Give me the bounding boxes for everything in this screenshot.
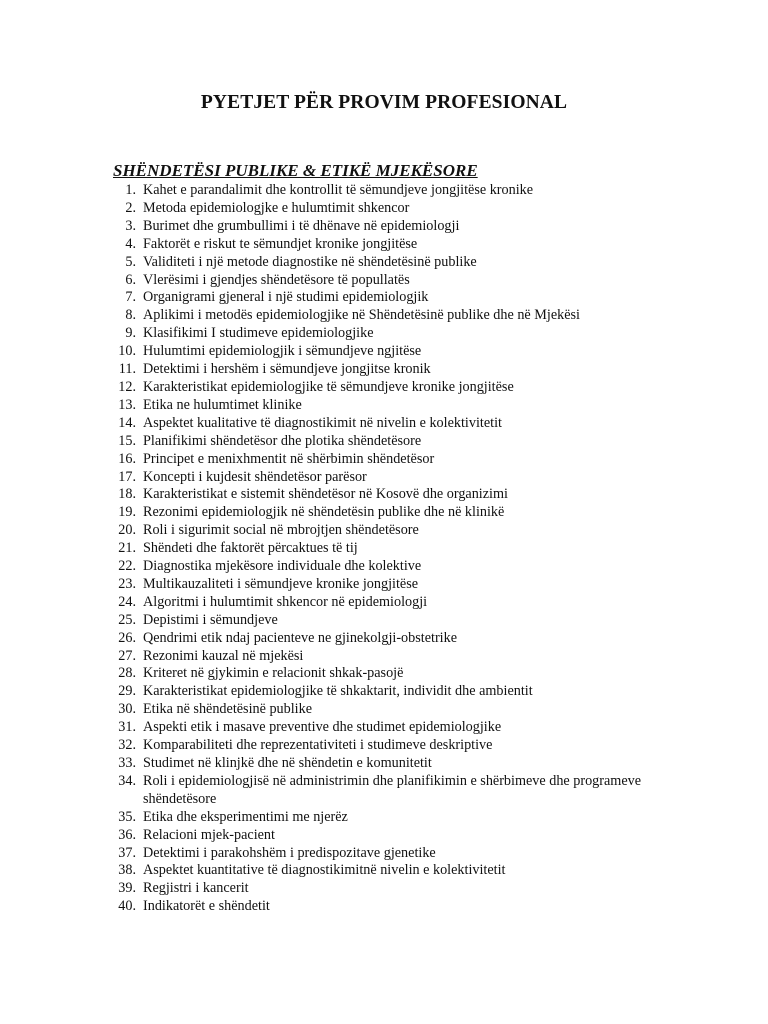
- question-number: 19.: [118, 504, 136, 521]
- question-text: Aspekti etik i masave preventive dhe studimet epidemiologjike: [143, 719, 502, 736]
- question-number: 35.: [118, 808, 136, 825]
- question-item: [110, 540, 670, 558]
- question-number: 4.: [125, 235, 136, 252]
- question-text: Indikatorët e shëndetit: [143, 898, 270, 915]
- question-item: [110, 737, 670, 755]
- question-text: Algoritmi i hulumtimit shkencor në epidemiologji: [143, 593, 428, 610]
- question-text: Hulumtimi epidemiologjik i sëmundjeve ngjitëse: [143, 343, 422, 360]
- question-text: Organigrami gjeneral i një studimi epidemiologjik: [143, 289, 429, 306]
- question-number: 37.: [118, 844, 136, 861]
- question-number: 23.: [118, 575, 136, 592]
- question-text: Karakteristikat epidemiologjike të sëmundjeve kronike jongjitëse: [143, 378, 514, 395]
- question-item: [110, 845, 670, 863]
- question-item: [110, 486, 670, 504]
- question-item: [110, 307, 670, 325]
- question-number: 28.: [118, 665, 136, 682]
- question-number: 14.: [118, 414, 136, 431]
- question-text: Etika dhe eksperimentimi me njerëz: [143, 808, 348, 825]
- question-text: Diagnostika mjekësore individuale dhe kolektive: [143, 558, 422, 575]
- question-item: [110, 361, 670, 379]
- question-text: Aplikimi i metodës epidemiologjike në Shëndetësinë publike dhe në Mjekësi: [143, 307, 580, 324]
- question-number: 10.: [118, 343, 136, 360]
- question-text: Relacioni mjek-pacient: [143, 826, 275, 843]
- question-number: 2.: [125, 199, 136, 216]
- question-text: Kriteret në gjykimin e relacionit shkak-pasojë: [143, 665, 404, 682]
- question-text: Detektimi i hershëm i sëmundjeve jongjitse kronik: [143, 361, 431, 378]
- question-item: [110, 809, 670, 827]
- question-text: Depistimi i sëmundjeve: [143, 611, 278, 628]
- question-list: [110, 182, 670, 916]
- question-text: Klasifikimi I studimeve epidemiologjike: [143, 325, 374, 342]
- question-item: [110, 504, 670, 522]
- question-item: [110, 648, 670, 666]
- question-text: Roli i sigurimit social në mbrojtjen shëndetësore: [143, 522, 419, 539]
- question-text: Rezonimi epidemiologjik në shëndetësin publike dhe në klinikë: [143, 504, 505, 521]
- question-text: Detektimi i parakohshëm i predispozitave gjenetike: [143, 844, 436, 861]
- question-item: [110, 701, 670, 719]
- question-item: [110, 469, 670, 487]
- question-text: Kahet e parandalimit dhe kontrollit të sëmundjeve jongjitëse kronike: [143, 182, 534, 198]
- question-item: [110, 415, 670, 433]
- question-text: Metoda epidemiologjke e hulumtimit shkencor: [143, 199, 410, 216]
- question-number: 40.: [118, 898, 136, 915]
- question-number: 18.: [118, 486, 136, 503]
- question-item: [110, 827, 670, 845]
- section-heading: SHËNDETËSI PUBLIKE & ETIKË MJEKËSORE: [113, 161, 478, 180]
- question-item: [110, 755, 670, 773]
- question-text: Karakteristikat e sistemit shëndetësor në Kosovë dhe organizimi: [143, 486, 508, 503]
- question-text: Rezonimi kauzal në mjekësi: [143, 647, 304, 664]
- question-number: 15.: [118, 432, 136, 449]
- question-number: 27.: [118, 647, 136, 664]
- question-text: Karakteristikat epidemiologjike të shkaktarit, individit dhe ambientit: [143, 683, 533, 700]
- question-text: Principet e menixhmentit në shërbimin shëndetësor: [143, 450, 435, 467]
- question-item: [110, 880, 670, 898]
- question-text: Vlerësimi i gjendjes shëndetësore të popullatës: [143, 271, 410, 288]
- question-text: Multikauzaliteti i sëmundjeve kronike jongjitëse: [143, 575, 419, 592]
- question-text: Planifikimi shëndetësor dhe plotika shëndetësore: [143, 432, 422, 449]
- question-text: Aspektet kualitative të diagnostikimit në nivelin e kolektivitetit: [143, 414, 502, 431]
- question-number: 38.: [118, 862, 136, 879]
- question-item: [110, 594, 670, 612]
- question-number: 7.: [125, 289, 136, 306]
- question-item: [110, 182, 670, 200]
- question-text: Etika ne hulumtimet klinike: [143, 396, 302, 413]
- question-item: [110, 289, 670, 307]
- question-number: 29.: [118, 683, 136, 700]
- question-number: 9.: [125, 325, 136, 342]
- question-item: [110, 665, 670, 683]
- question-number: 3.: [125, 217, 136, 234]
- question-item: [110, 862, 670, 880]
- question-item: [110, 397, 670, 415]
- question-item: [110, 683, 670, 701]
- question-text: Shëndeti dhe faktorët përcaktues të tij: [143, 540, 358, 557]
- question-item: [110, 630, 670, 648]
- question-number: 31.: [118, 719, 136, 736]
- question-item: [110, 433, 670, 451]
- question-text: Regjistri i kancerit: [143, 880, 249, 897]
- question-number: 16.: [118, 450, 136, 467]
- question-number: 33.: [118, 755, 136, 771]
- question-item: [110, 200, 670, 218]
- question-item: [110, 254, 670, 272]
- question-item: [110, 719, 670, 737]
- question-item: [110, 451, 670, 469]
- question-number: 32.: [118, 737, 136, 754]
- question-number: 36.: [118, 826, 136, 843]
- question-item: [110, 218, 670, 236]
- question-number: 25.: [118, 611, 136, 628]
- question-item: [110, 379, 670, 397]
- question-text: Roli i epidemiologjisë në administrimin dhe planifikimin e shërbimeve dhe programeve shëndetësore: [143, 772, 642, 807]
- question-text: Komparabiliteti dhe reprezentativiteti i studimeve deskriptive: [143, 737, 493, 754]
- question-number: 11.: [118, 361, 136, 378]
- question-item: [110, 898, 670, 916]
- question-item: [110, 343, 670, 361]
- question-number: 34.: [118, 772, 136, 789]
- question-number: 1.: [125, 182, 136, 198]
- question-number: 22.: [118, 558, 136, 575]
- question-number: 13.: [118, 396, 136, 413]
- question-number: 24.: [118, 593, 136, 610]
- question-text: Burimet dhe grumbullimi i të dhënave në epidemiologji: [143, 217, 460, 234]
- question-number: 17.: [118, 468, 136, 485]
- document-title: PYETJET PËR PROVIM PROFESIONAL: [200, 92, 568, 113]
- question-text: Faktorët e riskut te sëmundjet kronike jongjitëse: [143, 235, 418, 252]
- question-number: 30.: [118, 701, 136, 718]
- question-number: 21.: [118, 540, 136, 557]
- question-number: 26.: [118, 629, 136, 646]
- question-item: [110, 576, 670, 594]
- question-text: Qendrimi etik ndaj pacienteve ne gjinekolgji-obstetrike: [143, 629, 457, 646]
- question-text: Etika në shëndetësinë publike: [143, 701, 313, 718]
- question-text: Validiteti i një metode diagnostike në shëndetësinë publike: [143, 253, 477, 270]
- question-item: [110, 773, 670, 809]
- question-item: [110, 558, 670, 576]
- question-item: [110, 272, 670, 290]
- question-number: 5.: [125, 253, 136, 270]
- question-number: 6.: [125, 271, 136, 288]
- question-text: Aspektet kuantitative të diagnostikimitnë nivelin e kolektivitetit: [143, 862, 506, 879]
- question-item: [110, 236, 670, 254]
- question-item: [110, 522, 670, 540]
- question-number: 39.: [118, 880, 136, 897]
- question-item: [110, 612, 670, 630]
- question-number: 12.: [118, 378, 136, 395]
- question-number: 20.: [118, 522, 136, 539]
- question-item: [110, 325, 670, 343]
- question-number: 8.: [125, 307, 136, 324]
- question-text: Studimet në klinjkë dhe në shëndetin e komunitetit: [143, 755, 432, 771]
- question-text: Koncepti i kujdesit shëndetësor parësor: [143, 468, 367, 485]
